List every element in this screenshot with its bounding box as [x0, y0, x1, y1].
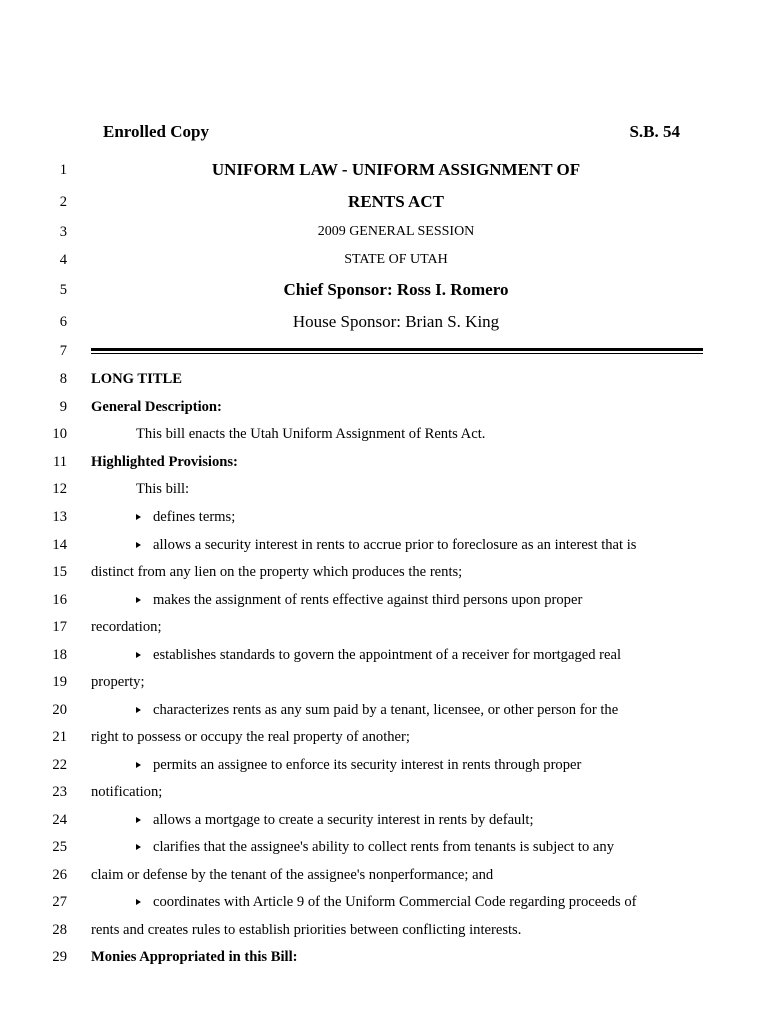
provision-continuation: recordation;	[91, 619, 162, 635]
line-number: 18	[52, 647, 67, 663]
line-number: 1	[59, 162, 67, 178]
provision-text: defines terms;	[153, 509, 236, 525]
provision-continuation: right to possess or occupy the real property of another;	[91, 729, 410, 745]
session-label: 2009 GENERAL SESSION	[317, 224, 475, 239]
provision-item	[136, 589, 582, 611]
bullet-triangle-icon	[136, 542, 141, 548]
line-number: 2	[59, 194, 67, 210]
line-number: 27	[52, 894, 67, 910]
provision-continuation: property;	[91, 674, 145, 690]
description-text: This bill enacts the Utah Uniform Assignment of Rents Act.	[136, 426, 486, 442]
line-26	[0, 864, 770, 886]
state-label: STATE OF UTAH	[344, 252, 448, 267]
provision-text: coordinates with Article 9 of the Uniform Commercial Code regarding proceeds of	[153, 894, 637, 910]
provision-continuation: rents and creates rules to establish priorities between conflicting interests.	[91, 922, 522, 938]
line-number: 9	[59, 399, 67, 415]
line-3	[0, 221, 770, 243]
provision-text: establishes standards to govern the appointment of a receiver for mortgaged real	[153, 647, 622, 663]
bill-title-line-1: UNIFORM LAW - UNIFORM ASSIGNMENT OF	[211, 160, 581, 179]
general-description-heading: General Description:	[91, 399, 222, 415]
line-number: 17	[52, 619, 67, 635]
line-8	[0, 368, 770, 390]
line-number: 10	[52, 426, 67, 442]
bullet-triangle-icon	[136, 899, 141, 905]
line-number: 12	[52, 481, 67, 497]
line-25	[0, 836, 770, 858]
monies-appropriated-heading: Monies Appropriated in this Bill:	[91, 949, 298, 965]
line-number: 29	[52, 949, 67, 965]
line-number: 14	[52, 537, 67, 553]
line-16	[0, 589, 770, 611]
line-28	[0, 919, 770, 941]
highlighted-provisions-heading: Highlighted Provisions:	[91, 454, 238, 470]
line-6	[0, 310, 770, 334]
line-number: 19	[52, 674, 67, 690]
provision-item	[136, 754, 581, 776]
line-21	[0, 726, 770, 748]
page-header	[103, 122, 680, 146]
provision-item	[136, 891, 636, 913]
long-title-heading: LONG TITLE	[91, 371, 182, 387]
provision-continuation: distinct from any lien on the property which produces the rents;	[91, 564, 463, 580]
line-27	[0, 891, 770, 913]
house-sponsor: House Sponsor: Brian S. King	[292, 312, 500, 331]
bullet-triangle-icon	[136, 652, 141, 658]
line-7	[0, 340, 770, 362]
title-divider-thin	[91, 353, 703, 354]
line-number: 15	[52, 564, 67, 580]
line-number: 13	[52, 509, 67, 525]
bullet-triangle-icon	[136, 844, 141, 850]
provision-item	[136, 644, 621, 666]
provision-continuation: notification;	[91, 784, 163, 800]
line-number: 20	[52, 702, 67, 718]
line-number: 5	[59, 282, 67, 298]
line-number: 21	[52, 729, 67, 745]
provision-text: allows a security interest in rents to accrue prior to foreclosure as an interest that is	[153, 537, 637, 553]
bullet-triangle-icon	[136, 597, 141, 603]
line-number: 4	[59, 252, 67, 268]
line-24	[0, 809, 770, 831]
provision-item	[136, 699, 618, 721]
bullet-triangle-icon	[136, 817, 141, 823]
line-19	[0, 671, 770, 693]
bullet-triangle-icon	[136, 707, 141, 713]
title-divider-thick	[91, 348, 703, 351]
line-5	[0, 278, 770, 302]
provision-item	[136, 836, 614, 858]
bill-number: S.B. 54	[629, 122, 680, 141]
line-11	[0, 451, 770, 473]
provision-item	[136, 534, 636, 556]
line-number: 11	[52, 454, 67, 470]
line-number: 24	[52, 812, 67, 828]
line-number: 8	[59, 371, 67, 387]
line-4	[0, 249, 770, 271]
line-12	[0, 478, 770, 500]
line-1	[0, 158, 770, 182]
line-number: 3	[59, 224, 67, 240]
line-9	[0, 396, 770, 418]
line-number: 6	[59, 314, 67, 330]
bill-title-line-2: RENTS ACT	[348, 192, 444, 211]
line-number: 25	[52, 839, 67, 855]
line-18	[0, 644, 770, 666]
line-number: 16	[52, 592, 67, 608]
provisions-intro: This bill:	[136, 481, 190, 497]
enrolled-copy-label: Enrolled Copy	[103, 122, 209, 141]
line-number: 28	[52, 922, 67, 938]
provision-item	[136, 809, 534, 831]
line-14	[0, 534, 770, 556]
line-number: 26	[52, 867, 67, 883]
provision-text: permits an assignee to enforce its security interest in rents through proper	[153, 757, 582, 773]
line-10	[0, 423, 770, 445]
line-17	[0, 616, 770, 638]
bullet-triangle-icon	[136, 514, 141, 520]
line-2	[0, 190, 770, 214]
line-20	[0, 699, 770, 721]
provision-item	[136, 506, 235, 528]
line-22	[0, 754, 770, 776]
line-15	[0, 561, 770, 583]
provision-continuation: claim or defense by the tenant of the assignee's nonperformance; and	[91, 867, 494, 883]
line-29	[0, 946, 770, 968]
bullet-triangle-icon	[136, 762, 141, 768]
provision-text: makes the assignment of rents effective against third persons upon proper	[153, 592, 583, 608]
provision-text: clarifies that the assignee's ability to collect rents from tenants is subject to any	[153, 839, 614, 855]
line-13	[0, 506, 770, 528]
line-number: 22	[52, 757, 67, 773]
line-23	[0, 781, 770, 803]
provision-text: allows a mortgage to create a security interest in rents by default;	[153, 812, 534, 828]
provision-text: characterizes rents as any sum paid by a tenant, licensee, or other person for the	[153, 702, 619, 718]
chief-sponsor: Chief Sponsor: Ross I. Romero	[283, 280, 509, 299]
line-number: 23	[52, 784, 67, 800]
line-number: 7	[59, 343, 67, 359]
